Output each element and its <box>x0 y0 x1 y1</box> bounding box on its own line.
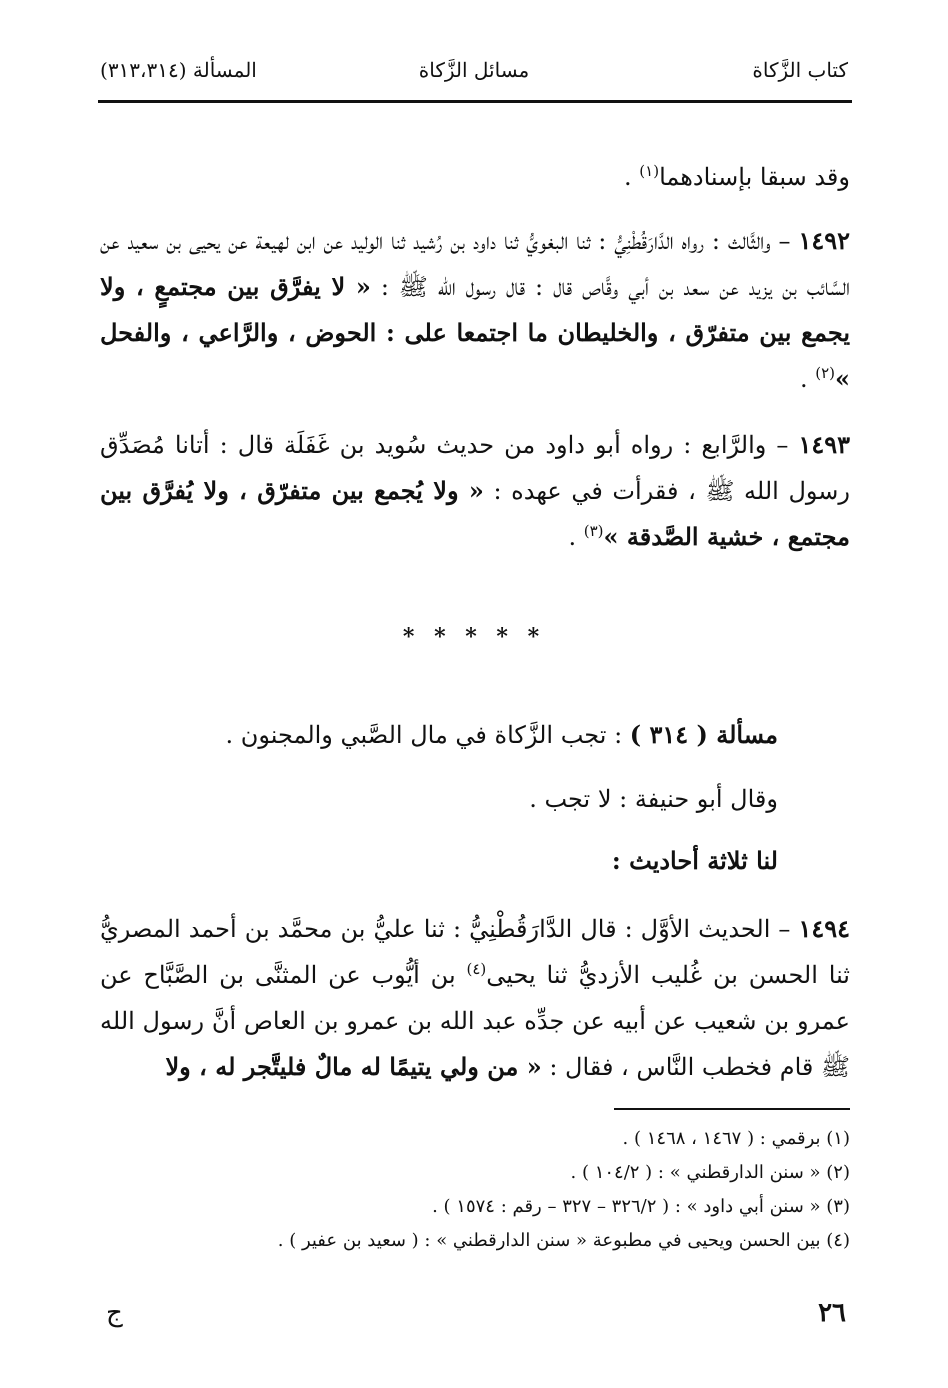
hadith-1492-end: . <box>799 365 816 393</box>
footnote-ref-1: (١) <box>639 162 660 180</box>
hadith-1492-text: – والثَّالث : رواه الدَّارَقُطْنِيُّ : ثنا البغويُّ ثنا داود بن رُشيد ثنا الوليد عن ابن لهيعة عن يحيى بن سعيد عن السَّائب بن يزيد عن سعد بن أبي وقَّاص قال : قال رسول الله ﷺ : <box>100 227 850 301</box>
section-separator: * * * * * <box>402 624 546 650</box>
masala-label: مسألة ( ٣١٤ ) <box>629 720 778 749</box>
footnote-ref-3: (٣) <box>583 522 604 540</box>
hadith-1493-end: . <box>568 523 584 551</box>
footnote-ref-2: (٢) <box>815 364 835 382</box>
hadith-number-1492: ١٤٩٢ <box>798 226 850 255</box>
masala-statement: : تجب الزَّكاة في مال الصَّبي والمجنون . <box>225 721 630 749</box>
hadith-number-1494: ١٤٩٤ <box>798 914 850 943</box>
footnote-4: (٤) بين الحسن ويحيى في مطبوعة « سنن الدارقطني » : ( سعيد بن عفير ) . <box>277 1230 850 1251</box>
evidence-intro-text: لنا ثلاثة أحاديث : <box>611 846 778 875</box>
hadith-1493 <box>100 422 850 560</box>
evidence-intro <box>100 838 850 884</box>
footnote-rule <box>614 1108 850 1110</box>
footnote-2: (٢) « سنن الدارقطني » : ( ١٠٤/٢ ) . <box>570 1162 850 1183</box>
volume-mark: ج <box>106 1298 123 1328</box>
hadith-1494-quote: « من ولي يتيمًا له مالٌ فليتَّجر له ، ولا <box>165 1052 542 1081</box>
abu-hanifa-opinion <box>100 776 850 822</box>
hadith-1494-text: – الحديث الأوَّل : قال الدَّارَقُطْنِيُّ : ثنا عليُّ بن محمَّد بن أحمد المصريُّ ثنا الحسن بن غُليب الأزديُّ ثنا يحيى <box>100 915 850 989</box>
header-book-title: كتاب الزَّكاة <box>752 58 848 82</box>
hadith-1493-text: – والرَّابع : رواه أبو داود من حديث سُويد بن غَفَلَة قال : أتانا مُصَدِّق رسول الله ﷺ ، فقرأت في عهده : <box>100 431 850 505</box>
footnotes <box>100 1122 850 1258</box>
hadith-1494-text-2: بن أيُّوب عن المثنَّى بن الصَّبَّاح عن عمرو بن شعيب عن أبيه عن جدِّه عبد الله بن عمرو بن العاص أنَّ رسول الله ﷺ قام فخطب النَّاس ، فقال : <box>100 961 851 1081</box>
abu-hanifa-text: وقال أبو حنيفة : لا تجب . <box>529 785 778 813</box>
footnote-1: (١) برقمي : ( ١٤٦٧ ، ١٤٦٨ ) . <box>622 1128 850 1149</box>
hadith-number-1493: ١٤٩٣ <box>798 430 850 459</box>
header-rule <box>98 100 852 103</box>
masala-314 <box>100 712 850 758</box>
paragraph-1-text: وقد سبقا بإسنادهما <box>659 163 850 191</box>
hadith-1493-quote: « ولا يُجمع بين متفرّق ، ولا يُفرَّق بين مجتمع ، خشية الصَّدقة » <box>100 476 850 551</box>
header-issue-number: المسألة (٣١٣،٣١٤) <box>100 58 257 82</box>
hadith-1492 <box>100 218 850 402</box>
header-section-title: مسائل الزَّكاة <box>418 58 530 82</box>
hadith-1492-quote: « لا يفرَّق بين مجتمعٍ ، ولا يجمع بين متفرّق ، والخليطان ما اجتمعا على : الحوض ، والرَّاعي ، والفحل » <box>100 272 850 393</box>
footnote-3: (٣) « سنن أبي داود » : ( ٣٢٦/٢ – ٣٢٧ – رقم : ١٥٧٤ ) . <box>432 1196 850 1217</box>
page-number: ٢٦ <box>818 1298 846 1328</box>
footnote-ref-4: (٤) <box>466 960 487 978</box>
hadith-1494 <box>100 906 850 1090</box>
paragraph-1-end: . <box>624 163 640 191</box>
running-header <box>100 58 848 94</box>
paragraph-1 <box>100 154 850 200</box>
